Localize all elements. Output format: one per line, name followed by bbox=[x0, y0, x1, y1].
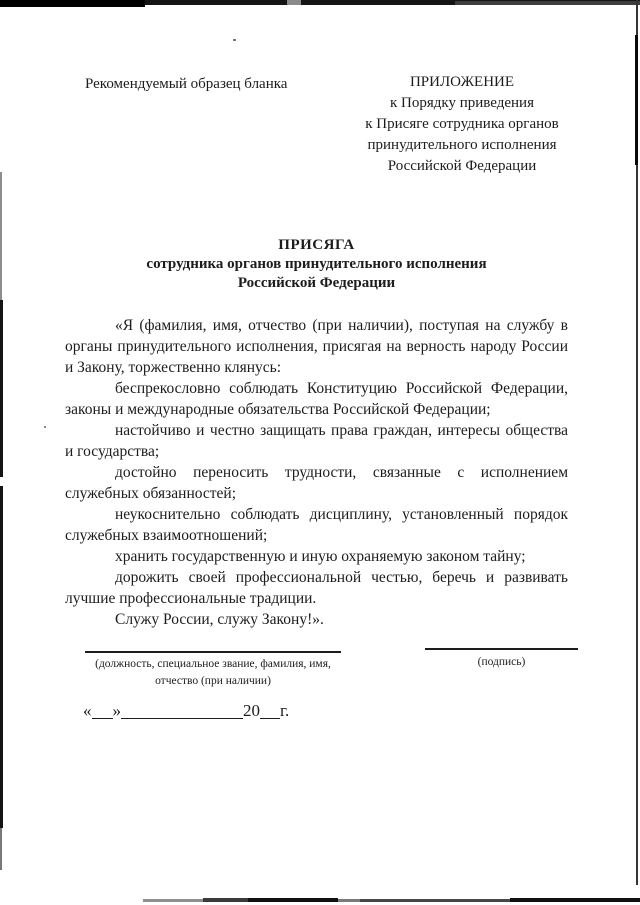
scan-edge-bottom-seg2 bbox=[203, 898, 248, 902]
signature-caption-line: отчество (при наличии) bbox=[155, 675, 271, 687]
document-title bbox=[65, 236, 568, 293]
date-month-blank bbox=[121, 718, 243, 719]
scan-edge-bottom-seg4 bbox=[338, 899, 360, 902]
oath-paragraph: неукоснительно соблюдать дисциплину, установленный порядок служебных взаимоотношений; bbox=[65, 506, 568, 544]
appendix-line: принудительного исполнения bbox=[367, 137, 557, 153]
scan-edge-left-upper bbox=[0, 172, 2, 300]
oath-paragraph: достойно переносить трудности, связанные с исполнением служебных обязанностей; bbox=[65, 464, 568, 502]
title-line: сотрудника органов принудительного исполнения bbox=[146, 256, 487, 272]
date-line bbox=[83, 701, 289, 721]
scan-edge-bottom-seg1 bbox=[143, 899, 203, 902]
title-line: Российской Федерации bbox=[237, 275, 396, 291]
oath-paragraph: «Я (фамилия, имя, отчество (при наличии), поступая на службу в органы принудительного исполнения, присягая на верность народу России и Закону, торжественно клянусь: bbox=[65, 317, 568, 376]
date-year-blank bbox=[260, 718, 280, 719]
date-year-suffix: г. bbox=[280, 701, 290, 720]
scan-edge-top-notch bbox=[287, 0, 301, 5]
signature-caption-sign: (подпись) bbox=[477, 656, 526, 668]
date-year-prefix: 20 bbox=[243, 701, 260, 720]
scan-speck bbox=[233, 39, 236, 41]
form-note: Рекомендуемый образец бланка bbox=[85, 76, 288, 92]
appendix-line: к Порядку приведения bbox=[390, 95, 534, 111]
date-day-blank bbox=[92, 718, 113, 719]
scan-edge-bottom-seg6 bbox=[510, 898, 640, 902]
signature-caption-name bbox=[70, 656, 356, 690]
scan-speck bbox=[44, 426, 46, 428]
scan-edge-top-fade bbox=[455, 1, 640, 5]
oath-paragraph: Служу России, служу Закону!». bbox=[115, 611, 324, 628]
scan-edge-bottom-seg5 bbox=[360, 899, 510, 902]
appendix-line: Российской Федерации bbox=[387, 158, 537, 174]
oath-paragraph: хранить государственную и иную охраняемую законом тайну; bbox=[115, 548, 526, 565]
oath-paragraph: настойчиво и честно защищать права граждан, интересы общества и государства; bbox=[65, 422, 568, 460]
oath-paragraph: беспрекословно соблюдать Конституцию Российской Федерации, законы и международные обязательства Российской Федерации; bbox=[65, 380, 568, 418]
scan-edge-top-left bbox=[0, 0, 145, 7]
scan-edge-left-gap bbox=[0, 477, 4, 486]
date-close-quote: » bbox=[112, 701, 121, 720]
scan-edge-bottom-seg3 bbox=[248, 898, 338, 902]
oath-paragraph: дорожить своей профессиональной честью, беречь и развивать лучшие профессиональные традиции. bbox=[65, 569, 568, 607]
appendix-line: к Присяге сотрудника органов bbox=[365, 116, 559, 132]
scan-edge-left-lower bbox=[0, 828, 2, 870]
appendix-line: ПРИЛОЖЕНИЕ bbox=[409, 74, 515, 90]
signature-caption-line: (должность, специальное звание, фамилия, имя, bbox=[95, 658, 331, 670]
signature-line-sign bbox=[425, 648, 578, 650]
title-line-main: ПРИСЯГА bbox=[278, 237, 355, 253]
oath-text bbox=[65, 315, 568, 630]
signature-line-name bbox=[85, 651, 341, 653]
date-open-quote: « bbox=[83, 701, 92, 720]
appendix-block bbox=[350, 72, 574, 177]
scan-edge-right-dark bbox=[635, 35, 638, 165]
scan-edge-left-main bbox=[0, 300, 3, 828]
